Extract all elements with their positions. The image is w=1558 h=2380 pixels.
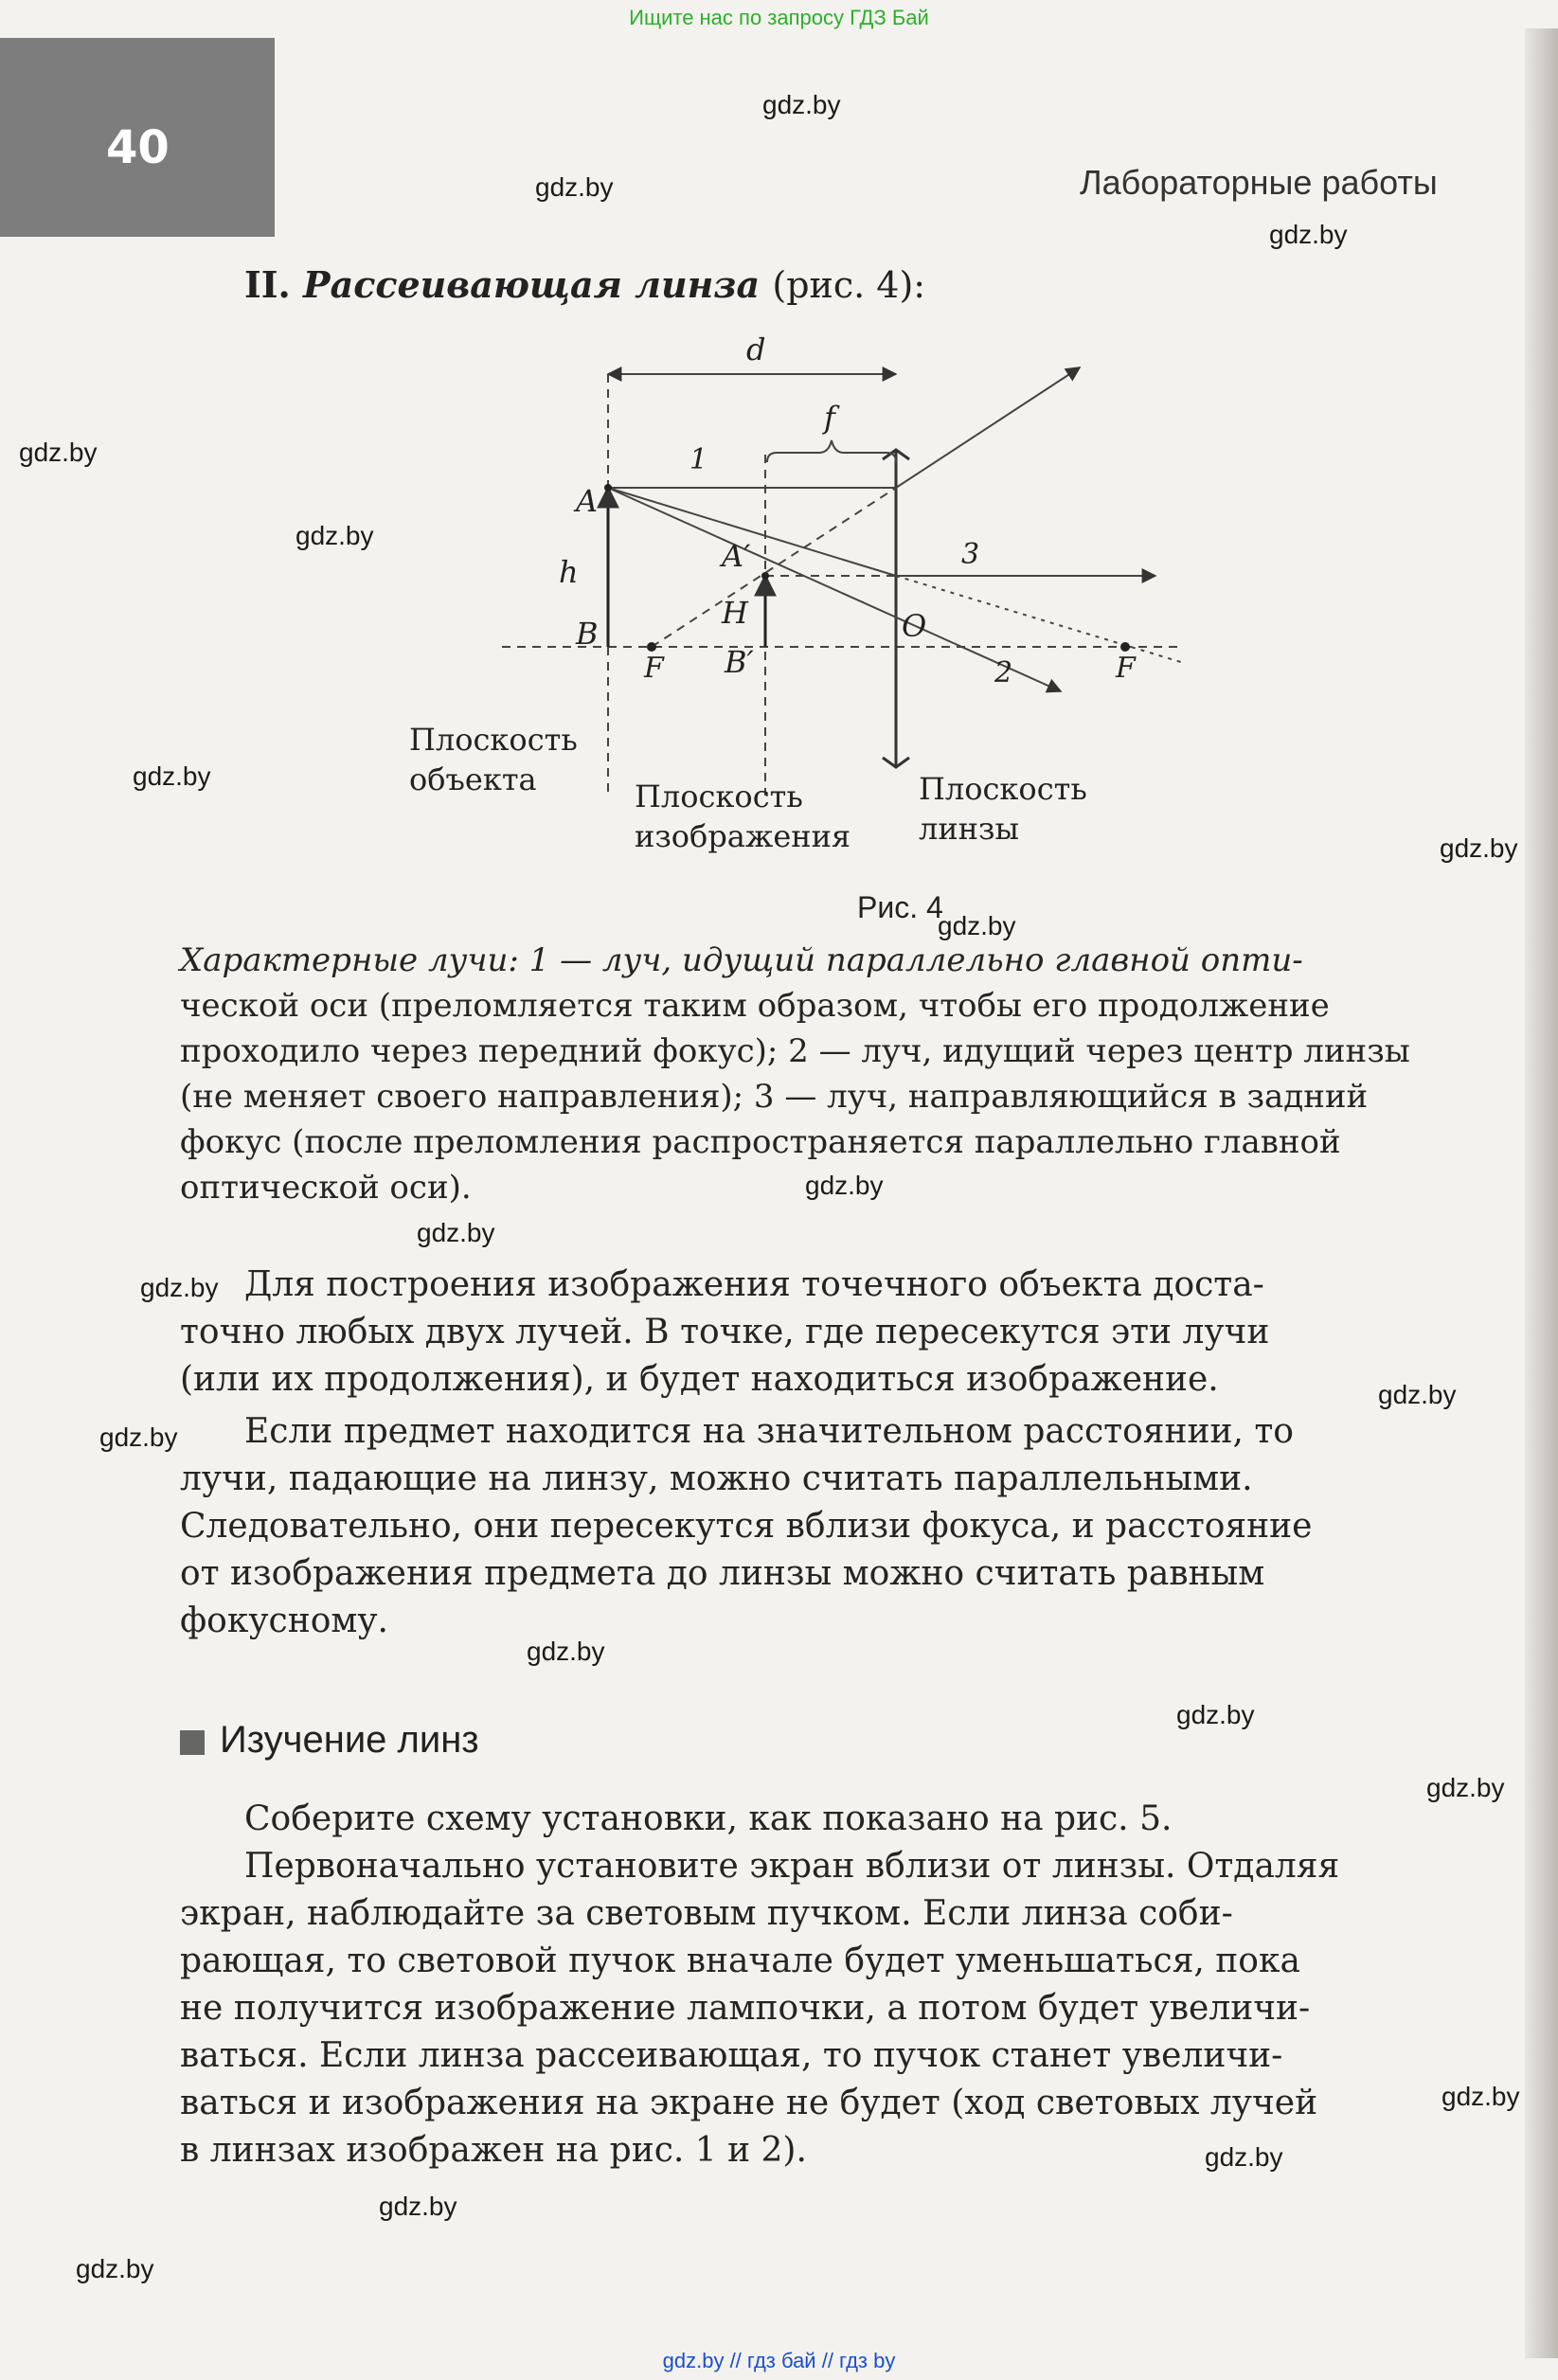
figure-diverging-lens [492, 322, 1250, 852]
image-plane-label-line: Плоскость [635, 778, 803, 814]
watermark: gdz.by [417, 1218, 495, 1247]
watermark: gdz.by [140, 1273, 219, 1302]
watermark: gdz.by [295, 521, 374, 550]
front-focus-point [647, 642, 656, 652]
section-title: Изучение линз [220, 1719, 479, 1761]
watermark: gdz.by [1269, 220, 1348, 249]
heading-suffix: (рис. 4): [772, 264, 926, 306]
text-line: Первоначально установите экран вблизи от линзы. Отдаляя [244, 1847, 1340, 1886]
watermark: gdz.by [1426, 1773, 1505, 1802]
text-line: (или их продолжения), и будет находиться изображение. [180, 1360, 1219, 1399]
watermark: gdz.by [762, 90, 841, 119]
distance-paragraph [180, 1408, 1430, 1645]
running-head: Лабораторные работы [1080, 163, 1438, 202]
watermark: gdz.by [938, 911, 1016, 940]
lens-plane-label [919, 769, 1087, 849]
label-A-prime: A′ [722, 538, 751, 574]
watermark: gdz.by [1176, 1700, 1255, 1729]
object-plane-label-line: объекта [409, 761, 537, 797]
label-ray-2: 2 [994, 656, 1013, 689]
watermark: gdz.by [1378, 1380, 1457, 1409]
section-heading [244, 263, 925, 306]
page-number: 40 [106, 121, 170, 174]
rays-paragraph [180, 938, 1430, 1210]
text-line: Если предмет находится на значительном расстоянии, то [244, 1412, 1294, 1451]
text-line: экран, наблюдайте за световым пучком. Если линза соби- [180, 1894, 1233, 1933]
section-marker-square [180, 1730, 205, 1755]
label-B-prime: B′ [725, 644, 754, 680]
point-A [604, 484, 612, 492]
ray-3-toward-focus [896, 576, 1184, 663]
top-banner[interactable]: Ищите нас по запросу ГДЗ Бай [629, 6, 929, 29]
text-line: Соберите схему установки, как показано на рис. 5. [244, 1799, 1173, 1838]
label-f: f [824, 400, 835, 436]
text-line: фокусному. [180, 1602, 388, 1640]
object-plane-label-line: Плоскость [409, 722, 578, 758]
watermark: gdz.by [133, 761, 211, 791]
label-ray-3: 3 [961, 538, 980, 571]
back-focus-point [1120, 642, 1130, 652]
page-edge-shadow [1525, 28, 1558, 2358]
watermark: gdz.by [379, 2192, 457, 2221]
watermark: gdz.by [99, 1423, 178, 1452]
bottom-links[interactable]: gdz.by // гдз бай // гдз by [662, 2349, 896, 2372]
ray-3-incident [608, 488, 896, 576]
image-plane-label [635, 777, 851, 856]
heading-prefix: II. [244, 263, 291, 306]
label-d: d [746, 331, 766, 367]
construction-paragraph [180, 1262, 1430, 1404]
label-ray-1: 1 [689, 443, 708, 476]
watermark: gdz.by [805, 1171, 884, 1200]
lens-plane-label-line: линзы [919, 811, 1019, 847]
label-O: O [902, 608, 927, 644]
text-line: Следовательно, они пересекутся вблизи фокуса, и расстояние [180, 1507, 1313, 1546]
ray-1-refracted [896, 367, 1080, 488]
heading-title: Рассеивающая линза [303, 263, 761, 306]
label-F-left: F [644, 652, 664, 685]
distance-f-bracket [767, 440, 896, 462]
text-line: оптической оси). [180, 1169, 472, 1207]
label-A: A [576, 483, 599, 519]
text-line: от изображения предмета до линзы можно считать равным [180, 1554, 1265, 1593]
watermark: gdz.by [19, 438, 98, 467]
label-h: h [559, 554, 579, 590]
watermark: gdz.by [1205, 2142, 1283, 2172]
point-A-prime [761, 572, 769, 580]
image-plane-label-line: изображения [635, 818, 851, 854]
label-H: H [722, 595, 748, 631]
text-line: фокус (после преломления распространяется параллельно главной [180, 1123, 1341, 1161]
text-line: (не меняет своего направления); 3 — луч, направляющийся в задний [180, 1078, 1369, 1116]
text-line: ваться. Если линза рассеивающая, то пучок станет увеличи- [180, 2036, 1283, 2075]
text-line: ваться и изображения на экране не будет (ход световых лучей [180, 2084, 1318, 2122]
figure-caption: Рис. 4 [857, 890, 943, 924]
study-paragraph [180, 1796, 1430, 2174]
text-line: проходило через передний фокус); 2 — луч, идущий через центр линзы [180, 1032, 1410, 1070]
watermark: gdz.by [1442, 2082, 1520, 2111]
watermark: gdz.by [527, 1637, 605, 1666]
label-F-right: F [1116, 652, 1136, 685]
text-line: ческой оси (преломляется таким образом, чтобы его продолжение [180, 987, 1330, 1025]
watermark: gdz.by [76, 2254, 154, 2283]
ray-2 [608, 488, 1061, 691]
text-line: не получится изображение лампочки, а потом будет увеличи- [180, 1989, 1311, 2028]
text-line: рающая, то световой пучок вначале будет уменьшаться, пока [180, 1942, 1300, 1980]
watermark: gdz.by [1440, 833, 1518, 863]
text-line: точно любых двух лучей. В точке, где пересекутся эти лучи [180, 1313, 1270, 1351]
text-line: в линзах изображен на рис. 1 и 2). [180, 2131, 807, 2170]
watermark: gdz.by [535, 172, 614, 202]
lens-plane-label-line: Плоскость [919, 771, 1087, 807]
text-line: Характерные лучи: 1 — луч, идущий параллельно главной опти- [180, 941, 1303, 979]
text-line: Для построения изображения точечного объекта доста- [244, 1265, 1264, 1304]
text-line: лучи, падающие на линзу, можно считать параллельными. [180, 1459, 1253, 1498]
label-B: B [576, 616, 599, 652]
object-plane-label [409, 720, 578, 799]
